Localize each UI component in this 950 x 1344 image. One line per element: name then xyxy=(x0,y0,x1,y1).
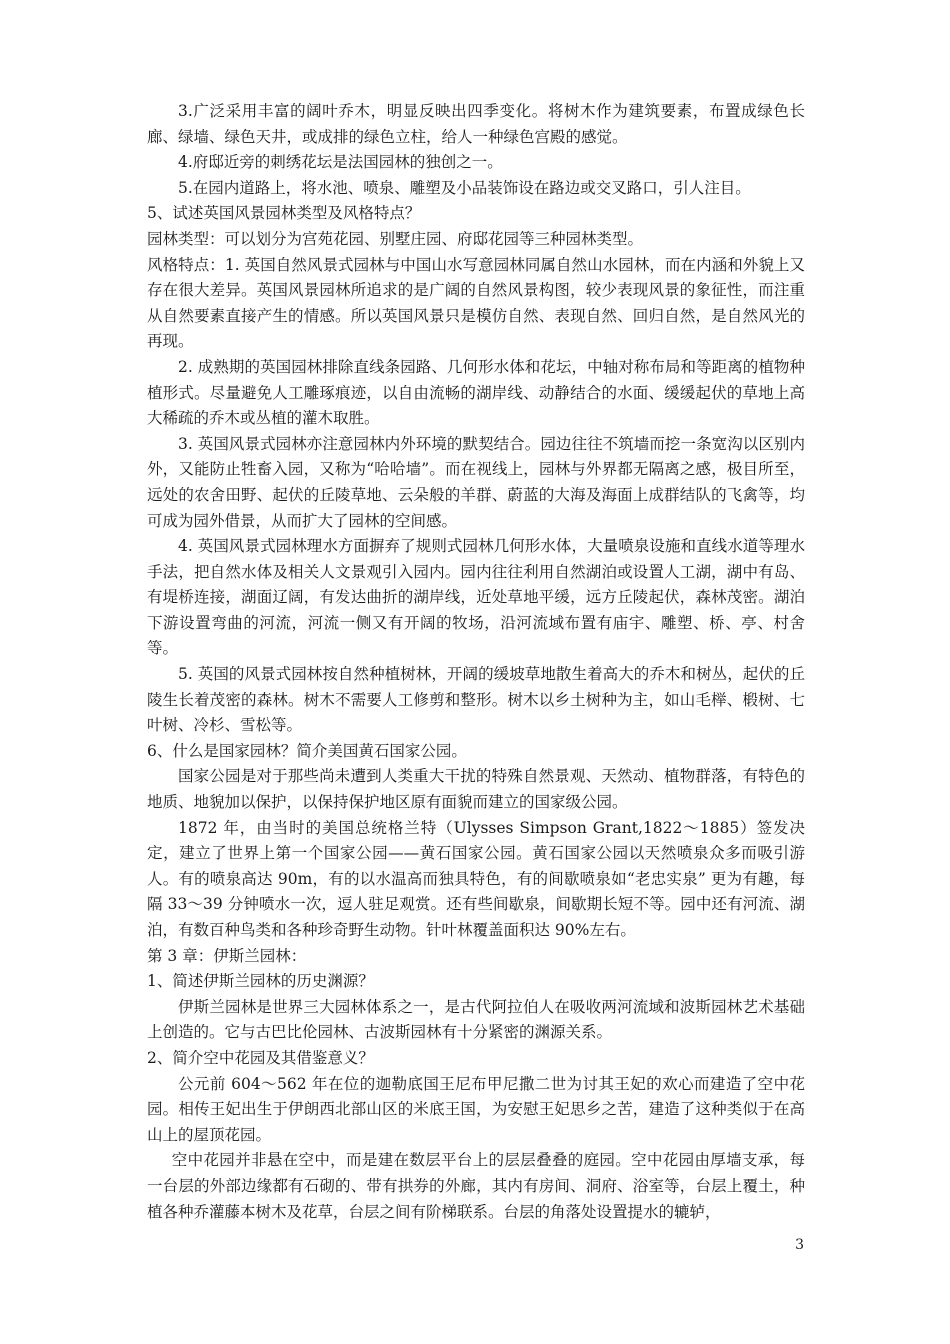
question-heading: 2、简介空中花园及其借鉴意义？ xyxy=(147,1048,374,1067)
paragraph: 空中花园并非悬在空中，而是建在数层平台上的层层叠叠的庭园。空中花园由厚墙支承，每一台层的外部边缘都有石砌的、带有拱券的外廊，其内有房间、洞府、浴室等，台层上覆土，种植各种乔灌藤本树木及花草，台层之间有阶梯联系。台层的角落处设置提水的辘轳， xyxy=(147,1151,805,1221)
paragraph: 5. 英国的风景式园林按自然种植树林，开阔的缓坡草地散生着高大的乔木和树丛，起伏的丘陵生长着茂密的森林。树木不需要人工修剪和整形。树木以乡土树种为主，如山毛榉、椴树、七叶树、冷杉、雪松等。 xyxy=(147,665,805,735)
paragraph: 国家公园是对于那些尚未遭到人类重大干扰的特殊自然景观、天然动、植物群落，有特色的地质、地貌加以保护，以保持保护地区原有面貌而建立的国家级公园。 xyxy=(147,767,805,812)
question-heading: 5、试述英国风景园林类型及风格特点？ xyxy=(147,204,421,223)
question-heading: 1、简述伊斯兰园林的历史渊源？ xyxy=(147,972,374,991)
paragraph: 4.府邸近旁的刺绣花坛是法国园林的独创之一。 xyxy=(178,153,503,172)
page-number: 3 xyxy=(795,1237,804,1253)
question-heading: 6、什么是国家园林？简介美国黄石国家公园。 xyxy=(147,741,467,760)
chapter-heading: 第 3 章：伊斯兰园林： xyxy=(147,946,307,965)
paragraph: 风格特点：1. 英国自然风景式园林与中国山水写意园林同属自然山水园林，而在内涵和外貌上又存在很大差异。英国风景园林所追求的是广阔的自然风景构图，较少表现风景的象征性，而注重从自然要素直接产生的情感。所以英国风景只是模仿自然、表现自然、回归自然，是自然风光的再现。 xyxy=(147,255,805,351)
paragraph: 1872 年，由当时的美国总统格兰特（Ulysses Simpson Grant,1822～1885）签发决定，建立了世界上第一个国家公园——黄石国家公园。黄石国家公园以天然喷泉众多而吸引游人。有的喷泉高达 90m，有的以水温高而独具特色，有的间歇喷泉如“老忠实泉” 更为有趣，每隔 33～39 分钟喷水一次，逗人驻足观赏。还有些间歇泉，间歇期长短不等。园中还有河流、湖泊，有数百种鸟类和各种珍奇野生动物。针叶林覆盖面积达 90%左右。 xyxy=(147,818,805,939)
paragraph: 4. 英国风景式园林理水方面摒弃了规则式园林几何形水体，大量喷泉设施和直线水道等理水手法，把自然水体及相关人文景观引入园内。园内往往利用自然湖泊或设置人工湖，湖中有岛、有堤桥连接，湖面辽阔，有发达曲折的湖岸线，近处草地平缓，远方丘陵起伏，森林茂密。湖泊下游设置弯曲的河流，河流一侧又有开阔的牧场，沿河流域布置有庙宇、雕塑、桥、亭、村舍等。 xyxy=(147,537,805,658)
paragraph: 园林类型：可以划分为宫苑花园、别墅庄园、府邸花园等三种园林类型。 xyxy=(147,229,644,248)
page-body xyxy=(147,99,805,1225)
paragraph: 2. 成熟期的英国园林排除直线条园路、几何形水体和花坛，中轴对称布局和等距离的植物种植形式。尽量避免人工雕琢痕迹，以自由流畅的湖岸线、动静结合的水面、缓缓起伏的草地上高大稀疏的乔木或丛植的灌木取胜。 xyxy=(147,357,805,428)
paragraph: 3. 英国风景式园林亦注意园林内外环境的默契结合。园边往往不筑墙而挖一条宽沟以区别内外，又能防止牲畜入园，又称为“哈哈墙”。而在视线上，园林与外界都无隔离之感，极目所至，远处的农舍田野、起伏的丘陵草地、云朵般的羊群、蔚蓝的大海及海面上成群结队的飞禽等，均可成为园外借景，从而扩大了园林的空间感。 xyxy=(147,434,805,530)
paragraph: 3.广泛采用丰富的阔叶乔木，明显反映出四季变化。将树木作为建筑要素，布置成绿色长廊、绿墙、绿色天井，或成排的绿色立柱，给人一种绿色宫殿的感觉。 xyxy=(147,102,805,146)
paragraph: 5.在园内道路上，将水池、喷泉、雕塑及小品装饰设在路边或交叉路口，引人注目。 xyxy=(178,178,751,197)
paragraph: 公元前 604～562 年在位的迦勒底国王尼布甲尼撒二世为讨其王妃的欢心而建造了空中花园。相传王妃出生于伊朗西北部山区的米底王国，为安慰王妃思乡之苦，建造了这种类似于在高山上的屋顶花园。 xyxy=(147,1074,805,1144)
paragraph: 伊斯兰园林是世界三大园林体系之一，是古代阿拉伯人在吸收两河流域和波斯园林艺术基础上创造的。它与古巴比伦园林、古波斯园林有十分紧密的渊源关系。 xyxy=(147,997,805,1042)
